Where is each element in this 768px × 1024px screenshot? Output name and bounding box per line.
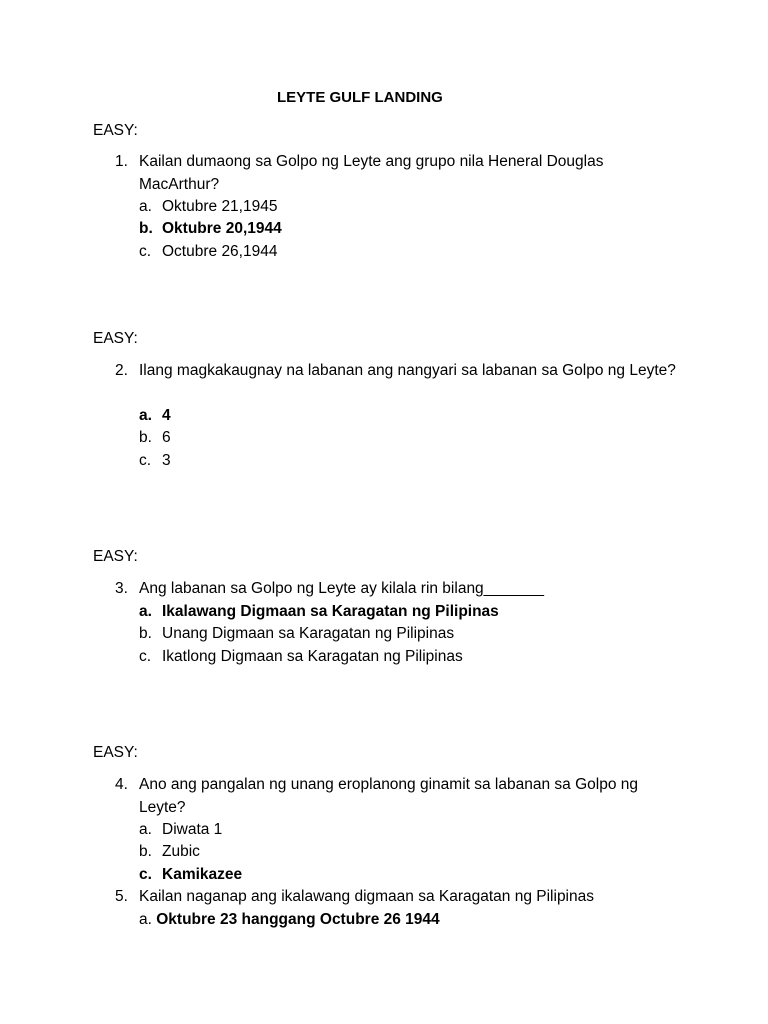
option-letter: c. <box>139 243 152 260</box>
option-text: Ikatlong Digmaan sa Karagatan ng Pilipinas <box>162 648 463 665</box>
option-letter: b. <box>139 843 152 860</box>
option-letter-correct: a. <box>139 603 152 620</box>
answer-line <box>139 909 440 932</box>
answer-letter: a. <box>139 911 152 928</box>
option-text: Diwata 1 <box>162 821 223 838</box>
question-number: 3. <box>115 580 128 597</box>
option-text: Octubre 26,1944 <box>162 243 278 260</box>
question-text: Kailan naganap ang ikalawang digmaan sa Karagatan ng Pilipinas <box>139 888 594 905</box>
option-text-correct: Oktubre 20,1944 <box>162 220 282 237</box>
option-text-correct: Ikalawang Digmaan sa Karagatan ng Pilipinas <box>162 603 499 620</box>
difficulty-label: EASY: <box>93 122 138 139</box>
option-text: 3 <box>162 452 171 469</box>
option-letter-correct: b. <box>139 220 153 237</box>
difficulty-label: EASY: <box>93 330 138 347</box>
option-letter: c. <box>139 452 152 469</box>
option-letter-correct: a. <box>139 407 152 424</box>
option-text: Zubic <box>162 843 200 860</box>
option-text: Oktubre 21,1945 <box>162 198 278 215</box>
question-text: Ilang magkakaugnay na labanan ang nangyari sa labanan sa Golpo ng Leyte? <box>139 362 676 379</box>
answer-text-correct: Oktubre 23 hanggang Octubre 26 1944 <box>156 911 440 928</box>
question-number: 5. <box>115 888 128 905</box>
question-text: Kailan dumaong sa Golpo ng Leyte ang grupo nila Heneral Douglas MacArthur? <box>139 153 604 193</box>
question-text: Ang labanan sa Golpo ng Leyte ay kilala rin bilang_______ <box>139 580 545 597</box>
difficulty-label: EASY: <box>93 744 138 761</box>
question-number: 2. <box>115 362 128 379</box>
question-number: 1. <box>115 153 128 170</box>
document-title: LEYTE GULF LANDING <box>277 89 443 106</box>
difficulty-label: EASY: <box>93 548 138 565</box>
option-letter: a. <box>139 198 152 215</box>
option-text: 6 <box>162 429 171 446</box>
option-text-correct: Kamikazee <box>162 866 243 883</box>
option-letter: b. <box>139 429 152 446</box>
question-text: Ano ang pangalan ng unang eroplanong ginamit sa labanan sa Golpo ng Leyte? <box>139 776 638 816</box>
option-text-correct: 4 <box>162 407 171 424</box>
option-text: Unang Digmaan sa Karagatan ng Pilipinas <box>162 625 455 642</box>
option-letter-correct: c. <box>139 866 152 883</box>
option-letter: b. <box>139 625 152 642</box>
option-letter: a. <box>139 821 152 838</box>
option-letter: c. <box>139 648 152 665</box>
question-number: 4. <box>115 776 128 793</box>
